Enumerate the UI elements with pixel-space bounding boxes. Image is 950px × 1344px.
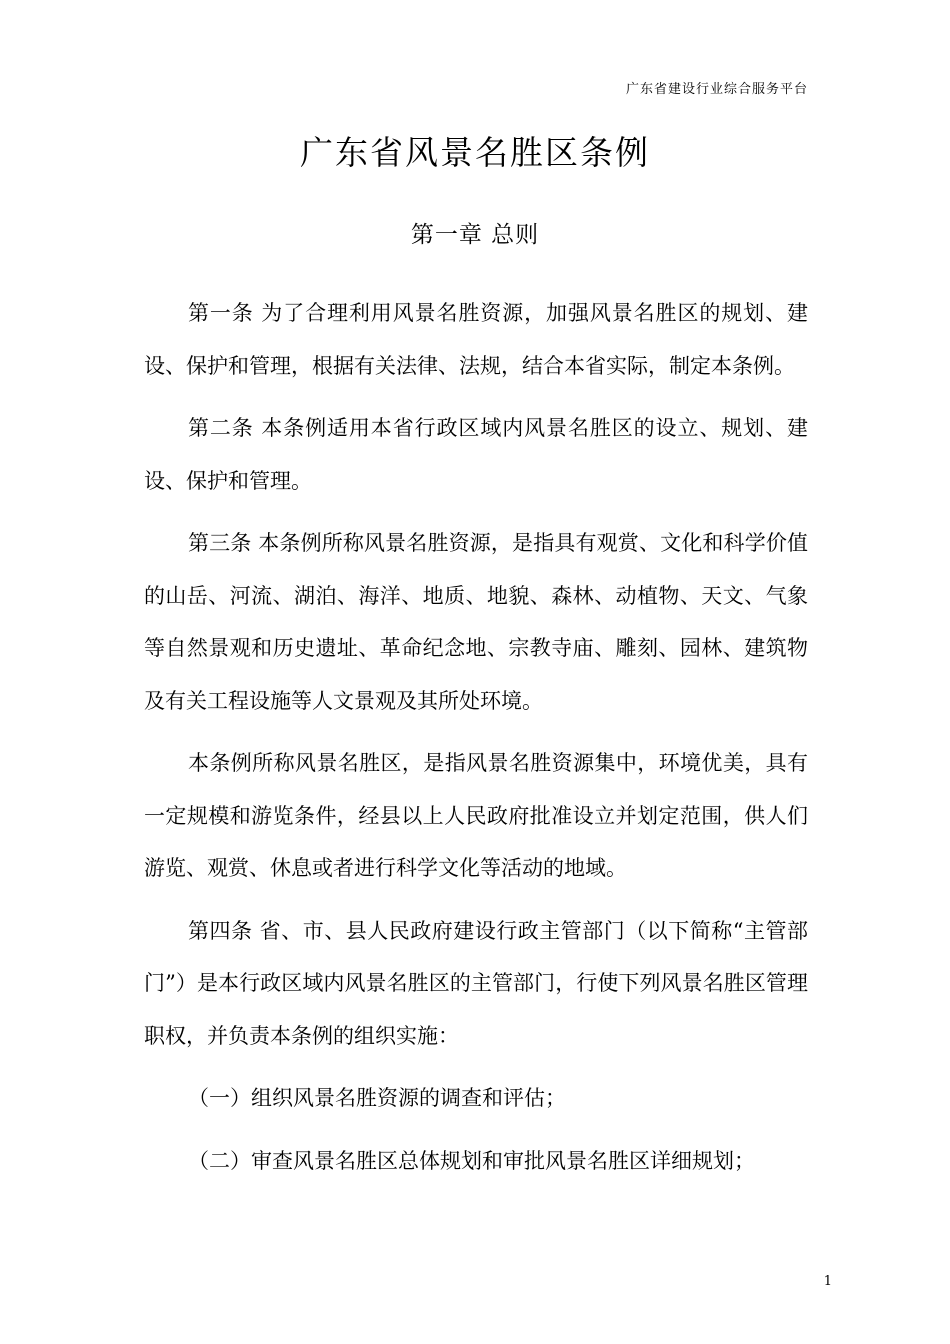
article-4-item-2: （二）审查风景名胜区总体规划和审批风景名胜区详细规划； <box>188 1148 755 1173</box>
article-2: 第二条 本条例适用本省行政区域内风景名胜区的设立、规划、建设、保护和管理。 <box>144 416 808 493</box>
page-header-note: 广东省建设行业综合服务平台 <box>625 82 808 97</box>
page-number: 1 <box>823 1274 832 1289</box>
article-3: 第三条 本条例所称风景名胜资源，是指具有观赏、文化和科学价值的山岳、河流、湖泊、海洋、地质、地貌、森林、动植物、天文、气象等自然景观和历史遗址、革命纪念地、宗教寺庙、雕刻、园林、建筑物及有关工程设施等人文景观及其所处环境。 <box>144 531 808 713</box>
document-body <box>144 287 808 1197</box>
article-4-item-1: （一）组织风景名胜资源的调查和评估； <box>188 1086 566 1110</box>
chapter-heading: 第一章 总则 <box>410 222 540 248</box>
document-title: 广东省风景名胜区条例 <box>300 133 650 172</box>
article-3-paragraph-2: 本条例所称风景名胜区，是指风景名胜资源集中，环境优美，具有一定规模和游览条件，经县以上人民政府批准设立并划定范围，供人们游览、观赏、休息或者进行科学文化等活动的地域。 <box>144 751 808 880</box>
article-1: 第一条 为了合理利用风景名胜资源，加强风景名胜区的规划、建设、保护和管理，根据有关法律、法规，结合本省实际，制定本条例。 <box>144 301 808 378</box>
article-4: 第四条 省、市、县人民政府建设行政主管部门（以下简称“主管部门”）是本行政区域内风景名胜区的主管部门，行使下列风景名胜区管理职权，并负责本条例的组织实施： <box>144 918 808 1048</box>
